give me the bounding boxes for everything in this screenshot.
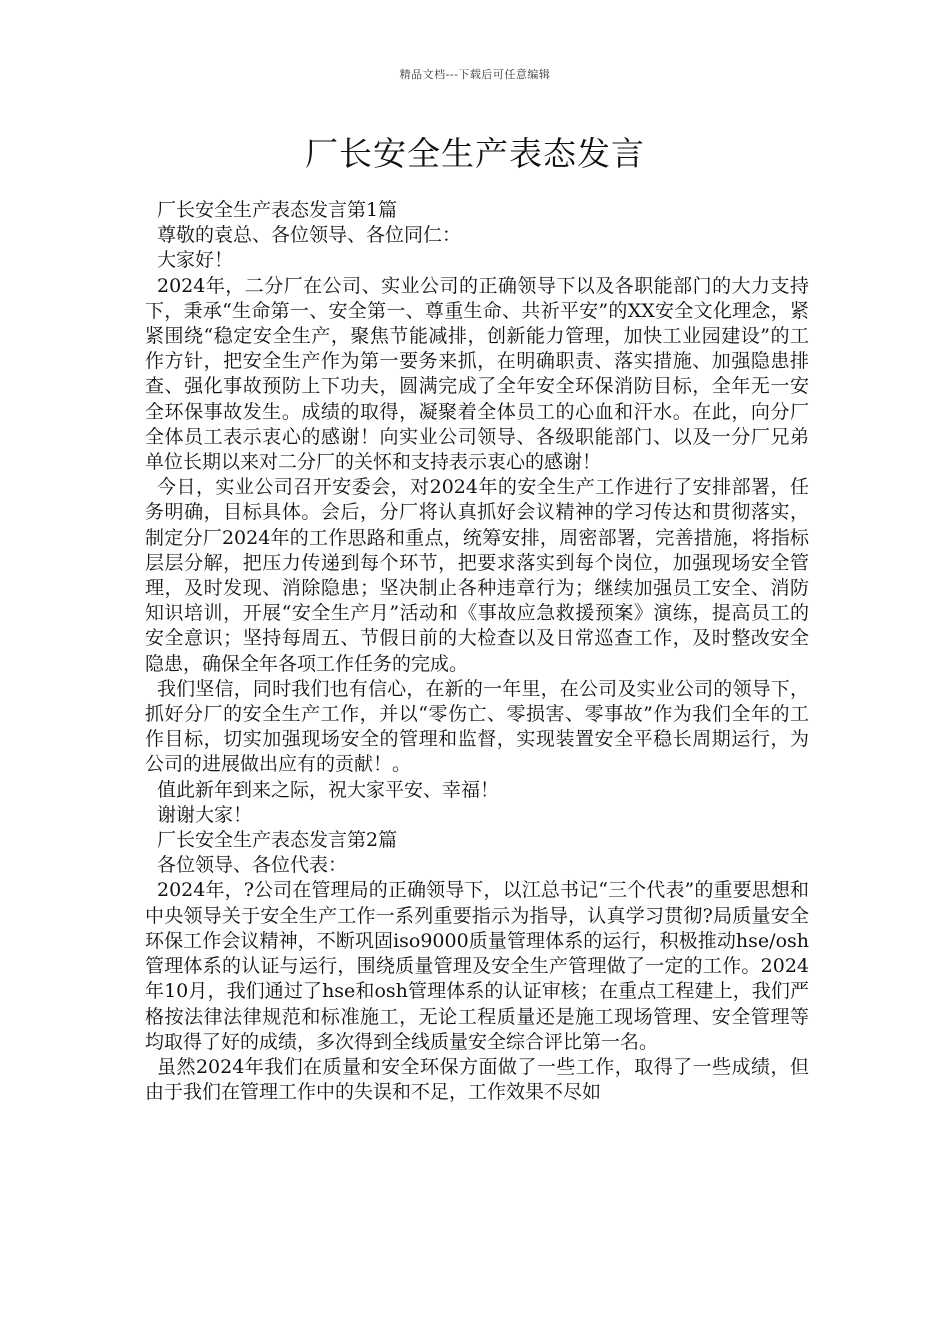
document-title: 厂长安全生产表态发言 [305,134,645,173]
body-paragraph: 今日，实业公司召开安委会，对2024年的安全生产工作进行了安排部署，任务明确，目标具体。会后，分厂将认真抓好会议精神的学习传达和贯彻落实，制定分厂2024年的工作思路和重点，统筹安排，周密部署，完善措施，将指标层层分解，把压力传递到每个环节，把要求落实到每个岗位，加强现场安全管理，及时发现、消除隐患；坚决制止各种违章行为；继续加强员工安全、消防知识培训，开展“安全生产月”活动和《事故应急救援预案》演练，提高员工的安全意识；坚持每周五、节假日前的大检查以及日常巡查工作，及时整改安全隐患，确保全年各项工作任务的完成。 [145,476,809,675]
body-paragraph: 虽然2024年我们在质量和安全环保方面做了一些工作，取得了一些成绩，但由于我们在管理工作中的失误和不足，工作效果不尽如 [145,1055,809,1104]
greeting: 大家好！ [157,249,234,272]
closing-wish: 值此新年到来之际，祝大家平安、幸福！ [157,778,500,801]
closing-thanks: 谢谢大家！ [157,803,253,826]
header-note: 精品文档---下载后可任意编辑 [399,68,551,81]
section-heading-2: 厂长安全生产表态发言第2篇 [157,829,398,852]
body-paragraph: 2024年，二分厂在公司、实业公司的正确领导下以及各职能部门的大力支持下，秉承“生命第一、安全第一、尊重生命、共祈平安”的XX安全文化理念，紧紧围绕“稳定安全生产，聚焦节能减排，创新能力管理，加快工业园建设”的工作方针，把安全生产作为第一要务来抓，在明确职责、落实措施、加强隐患排查、强化事故预防上下功夫，圆满完成了全年安全环保消防目标，全年无一安全环保事故发生。成绩的取得，凝聚着全体员工的心血和汗水。在此，向分厂全体员工表示衷心的感谢！向实业公司领导、各级职能部门、以及一分厂兄弟单位长期以来对二分厂的关怀和支持表示衷心的感谢！ [145,274,809,474]
salutation: 各位领导、各位代表： [157,854,348,877]
body-paragraph: 我们坚信，同时我们也有信心，在新的一年里，在公司及实业公司的领导下，抓好分厂的安全生产工作，并以“零伤亡、零损害、零事故”作为我们全年的工作目标，切实加强现场安全的管理和监督，实现装置安全平稳长周期运行，为公司的进展做出应有的贡献！。 [145,677,809,776]
body-paragraph: 2024年，?公司在管理局的正确领导下，以江总书记“三个代表”的重要思想和中央领导关于安全生产工作一系列重要指示为指导，认真学习贯彻?局质量安全环保工作会议精神，不断巩固iso9000质量管理体系的运行，积极推动hse/osh管理体系的认证与运行，围绕质量管理及安全生产管理做了一定的工作。2024年10月，我们通过了hse和osh管理体系的认证审核；在重点工程建上，我们严格按法律法律规范和标准施工，无论工程质量还是施工现场管理、安全管理等均取得了好的成绩，多次得到全线质量安全综合评比第一名。 [145,879,809,1053]
document-body [145,198,809,1105]
salutation: 尊敬的袁总、各位领导、各位同仁： [157,224,462,247]
section-heading-1: 厂长安全生产表态发言第1篇 [157,199,398,221]
